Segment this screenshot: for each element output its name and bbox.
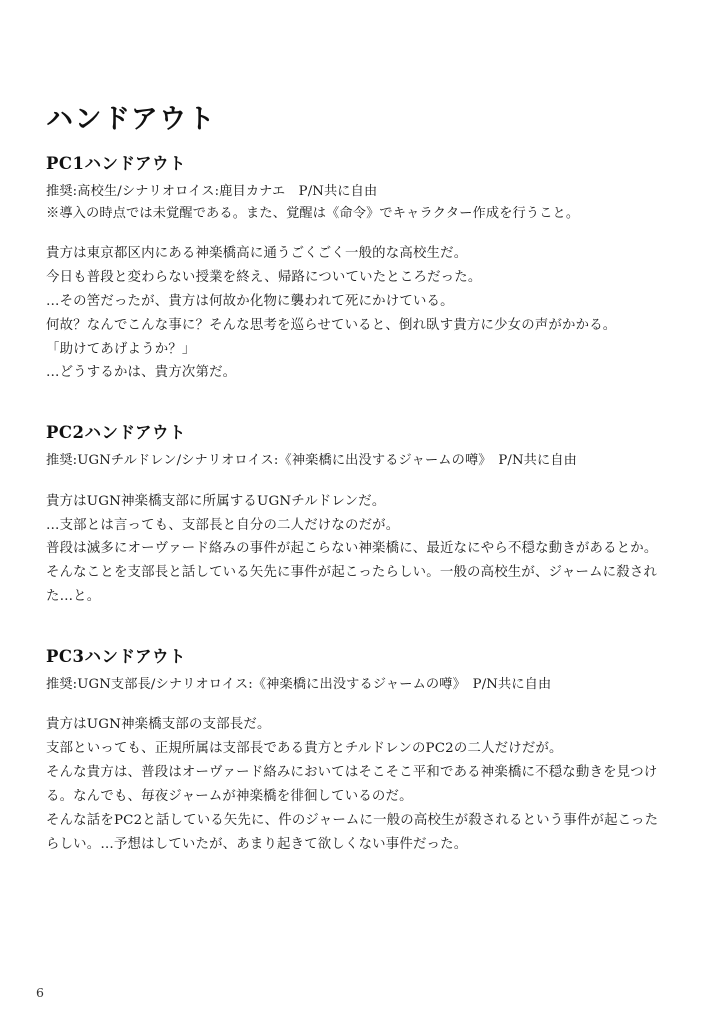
body-line: 支部といっても、正規所属は支部長である貴方とチルドレンのPC2の二人だけだが。 [46,741,563,757]
body-line: 「助けてあげようか？」 [46,341,196,357]
section-body-pc1 [46,242,666,385]
body-line: …その筈だったが、貴方は何故か化物に襲われて死にかけている。 [46,293,454,309]
section-heading-pc3: PC3ハンドアウト [46,646,187,666]
handout-section-pc3 [46,643,666,857]
section-meta-pc3: 推奨:UGN支部長/シナリオロイス:《神楽橋に出没するジャームの噂》 P/N共に自由 [46,676,552,692]
section-body-pc3 [46,713,666,856]
body-line: 何故？なんでこんな事に？そんな思考を巡らせていると、倒れ臥す貴方に少女の声がかかる。 [46,317,617,333]
page-title: ハンドアウト [46,104,217,135]
section-body-pc2 [46,490,666,609]
body-line: …どうするかは、貴方次第だ。 [46,365,237,381]
page-number: 6 [36,985,44,1000]
handout-section-pc2 [46,419,666,609]
section-meta-pc2: 推奨:UGNチルドレン/シナリオロイス:《神楽橋に出没するジャームの噂》 P/N共に自由 [46,453,578,469]
section-heading-pc1: PC1ハンドアウト [46,154,187,174]
body-line: 貴方はUGN神楽橋支部に所属するUGNチルドレンだ。 [46,493,386,509]
body-line: 貴方は東京都区内にある神楽橋高に通うごくごく一般的な高校生だ。 [46,246,468,262]
section-meta-pc1: 推奨:高校生/シナリオロイス:鹿目カナエ P/N共に自由 [46,184,378,200]
body-line: 普段は滅多にオーヴァード絡みの事件が起こらない神楽橋に、最近なにやら不穏な動きがあるとか。 [46,541,658,557]
body-line: 貴方はUGN神楽橋支部の支部長だ。 [46,717,271,733]
section-heading-pc2: PC2ハンドアウト [46,423,187,443]
body-line: そんな貴方は、普段はオーヴァード絡みにおいてはそこそこ平和である神楽橋に不穏な動きを見つける。なんでも、毎夜ジャームが神楽橋を徘徊しているのだ。 [46,765,658,804]
body-line: …支部とは言っても、支部長と自分の二人だけなのだが。 [46,517,400,533]
body-line: 今日も普段と変わらない授業を終え、帰路についていたところだった。 [46,270,482,285]
body-line: そんなことを支部長と話している矢先に事件が起こったらしい。一般の高校生が、ジャームに殺された…と。 [46,565,658,605]
body-line: そんな話をPC2と話している矢先に、件のジャームに一般の高校生が殺されるという事件が起こったらしい。…予想はしていたが、あまり起きて欲しくない事件だった。 [46,812,659,852]
section-note-pc1: ※導入の時点では未覚醒である。また、覚醒は《命令》でキャラクター作成を行うこと。 [46,205,580,221]
handout-section-pc1 [46,150,666,385]
